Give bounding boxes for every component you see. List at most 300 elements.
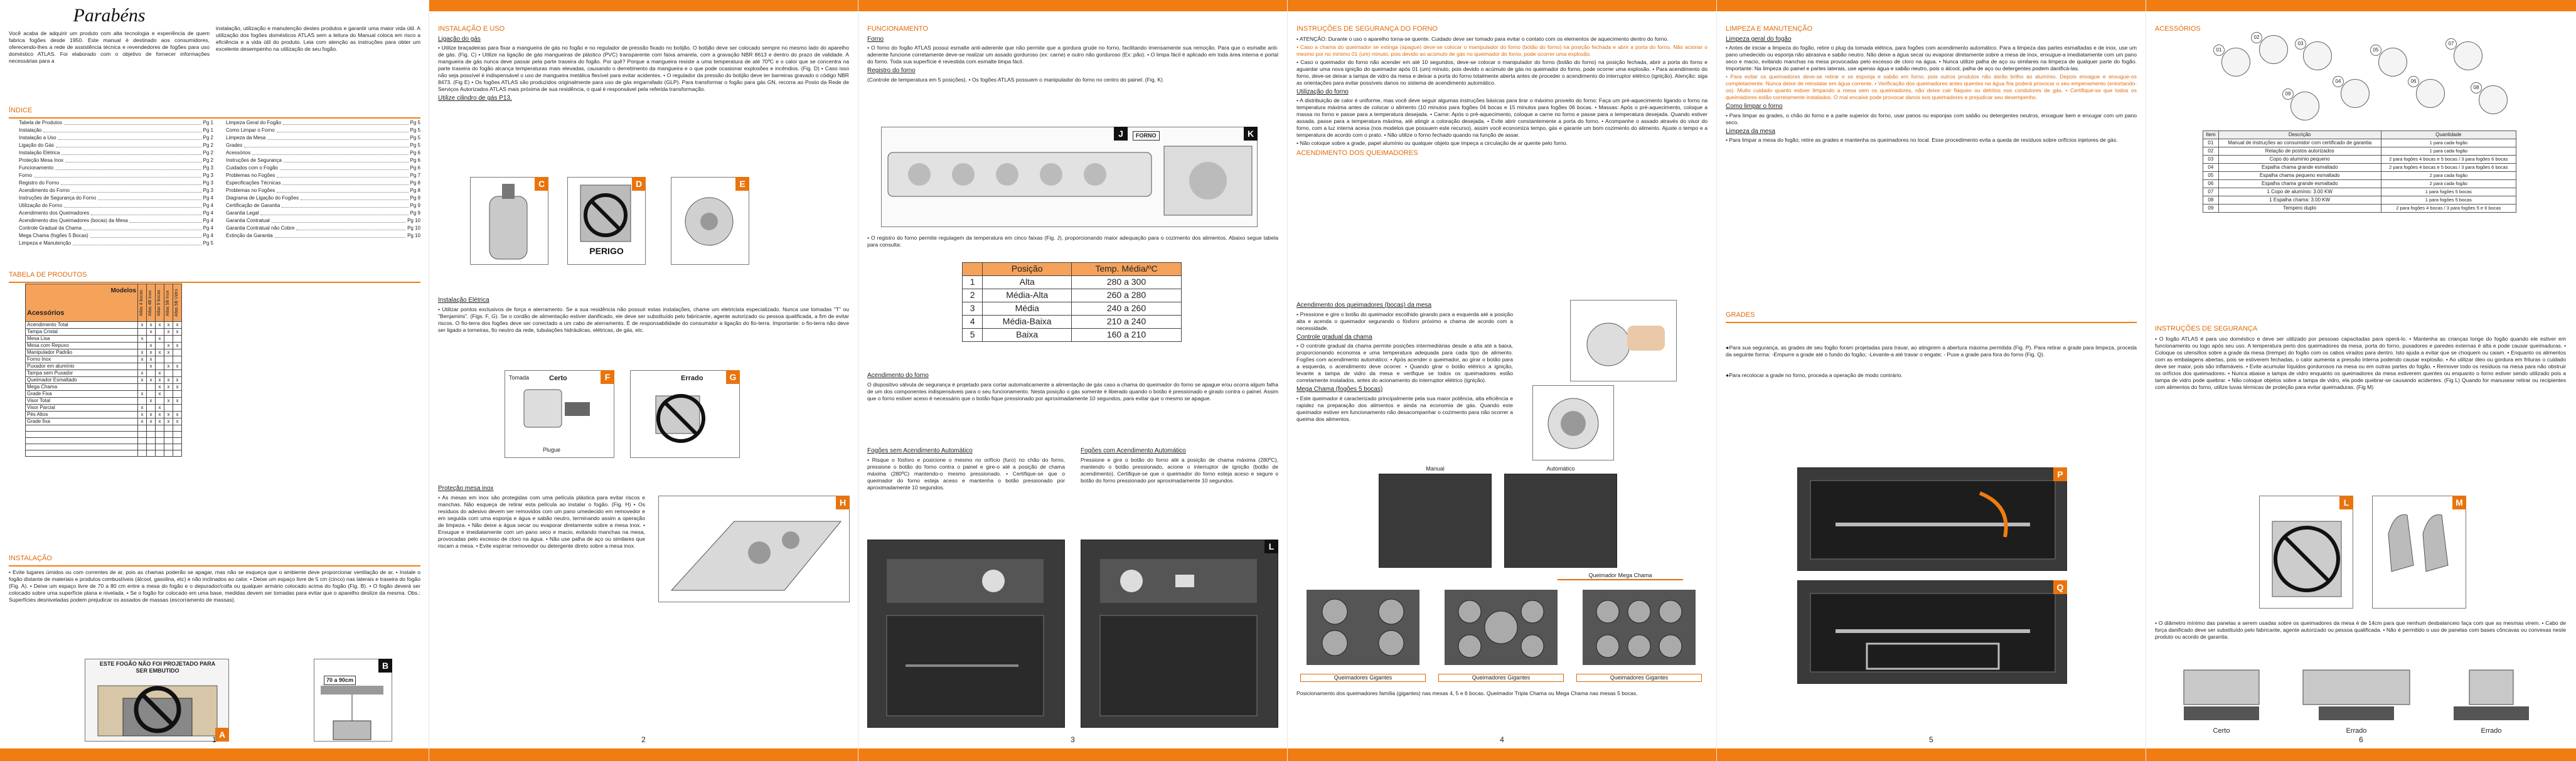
racks-heading: GRADES — [1726, 311, 1755, 319]
feature-name: Tampa Cristal — [26, 329, 138, 336]
pan-examples — [2159, 657, 2567, 739]
toc-title: Acessórios — [226, 150, 251, 156]
toc-page: Pg 1 — [203, 127, 213, 133]
hob-ignition-heading: Acendimento dos queimadores (bocas) da mesa — [1296, 302, 1432, 309]
feature-mark — [173, 370, 182, 377]
figure-q-rack-remove — [1797, 580, 2067, 684]
page-2 — [429, 0, 858, 761]
no-adapter-icon — [631, 371, 739, 457]
model-column-header — [164, 284, 173, 322]
toc-entry — [19, 134, 213, 142]
toc-entry — [19, 149, 213, 157]
model-name: Atlas 4 bocas — [139, 289, 144, 316]
model-name: Atlas 4B Inox — [148, 289, 152, 316]
feature-mark — [173, 405, 182, 412]
feature-name: Mesa com Repuxo — [26, 343, 138, 349]
figure-l-glass-lid — [2259, 496, 2353, 609]
accessory-item — [2285, 91, 2319, 120]
toc-page: Pg 6 — [410, 165, 420, 171]
toc-title: Controle Gradual da Chama — [19, 225, 82, 231]
empty-cell — [164, 425, 173, 432]
temp-row — [963, 289, 1182, 302]
temp-intro: • O registro do forno permite regulagem da temperatura em cinco faixas (Fig. J), proporcionando maior adequação para o cozimento dos alimentos. Abaixo segue tabela para consulta: — [867, 235, 1278, 248]
toc-entry — [226, 210, 420, 217]
table-row — [26, 349, 182, 356]
pan-icon — [2429, 657, 2554, 725]
toc-entry — [226, 127, 420, 134]
accessory-item — [2253, 35, 2288, 64]
toc-leader — [56, 142, 201, 147]
rack-icon — [1798, 468, 2066, 570]
accessory-number: 09 — [2282, 88, 2294, 100]
acc-quantity: 1 para fogões 5 bocas — [2381, 188, 2516, 196]
toc-title: Registro do Forno — [19, 180, 60, 186]
toc-leader — [73, 240, 201, 245]
empty-cell — [138, 425, 147, 432]
empty-cell — [138, 432, 147, 438]
toc-title: Instalação Elétrica — [19, 150, 60, 156]
figure-j-label: J — [1114, 127, 1128, 141]
accessory-number: 08 — [2471, 82, 2482, 93]
model-column-header — [156, 284, 164, 322]
acc-row — [2203, 139, 2516, 147]
empty-cell — [138, 444, 147, 450]
feature-mark — [173, 349, 182, 356]
toc-title: Ligação do Gás — [19, 142, 55, 148]
acc-description: Manual de instruções ao consumidor com certificado de garantia — [2218, 139, 2381, 147]
toc-page: Pg 5 — [410, 120, 420, 125]
header-corner — [26, 284, 138, 322]
feature-mark: x — [156, 370, 164, 377]
figure-c-hose-clamp — [470, 177, 548, 265]
accessory-number: 02 — [2251, 32, 2262, 43]
acc-item: 06 — [2203, 180, 2219, 188]
footer-bar — [1717, 748, 2146, 761]
oven-gloves-icon — [2373, 496, 2466, 608]
feature-name: Visor Parcial — [26, 405, 138, 412]
temp-index: 5 — [963, 329, 983, 342]
model-name: Atlas 5 bocas — [157, 289, 161, 316]
toc-entry — [226, 179, 420, 187]
feature-name: Grade Fixa — [26, 391, 138, 398]
empty-cell — [156, 432, 164, 438]
header-bar — [1288, 0, 1716, 11]
accessories-heading: ACESSÓRIOS — [2155, 25, 2201, 33]
toc-entry — [226, 142, 420, 149]
oven-ignition-text: O dispositivo válvula de segurança é projetado para cortar automaticamente a alimentação de gás caso a chama do queimador do forno se apague e/ou ocorra algum falha de um dos componentes indispensáveis para o seu funcionamento. Nesta posição o gás somente é liberado quando o botão é pressionado e girado contra o painel. Assim que o forno estiver aceso é necessário que o botão fique pressionado por aproximadamente 10 segundos, para evitar que o mesmo se apague. — [867, 381, 1278, 402]
flame-control-text: • O controle gradual da chama permite posições intermediárias desde a alta até a baixa, proporcionando economia e uma temperatura adequada para cada tipo de alimento. Fogões com acendimento automático: • Após acender o queimador, ao girar o botão para a esquerda, o acendimento deve ocorrer. • Quando girar o botão elétrico a ignição, levante a tampa de vidro da mesa e verifique se todos os queimadores estão corretamente instalados, antes do acionamento do interruptor elétrico (ignição). — [1296, 343, 1513, 383]
page-3 — [858, 0, 1288, 761]
feature-mark: x — [164, 343, 173, 349]
feature-mark — [156, 329, 164, 336]
accessory-number: 05 — [2370, 45, 2381, 56]
footer-bar — [2146, 748, 2576, 761]
toc-title: Limpeza Geral do Fogão — [226, 120, 282, 125]
empty-cell — [173, 432, 182, 438]
accessory-item — [2473, 85, 2508, 114]
figure-a-label: A — [215, 728, 229, 742]
acc-item: 04 — [2203, 164, 2219, 172]
toc-leader — [284, 157, 409, 162]
feature-mark: x — [173, 412, 182, 418]
toc-page: Pg 3 — [203, 173, 213, 178]
empty-cell — [26, 450, 138, 457]
acc-description: Relação de postos autorizados — [2218, 147, 2381, 156]
page-number: 2 — [641, 735, 646, 744]
page-1 — [0, 0, 429, 761]
plug-label: Plugue — [543, 446, 561, 453]
model-column-header — [173, 284, 182, 322]
page-number: 4 — [1500, 735, 1504, 744]
acc-description: Tempero duplo — [2218, 205, 2381, 213]
acc-quantity: 2 para cada fogão — [2381, 180, 2516, 188]
feature-mark: x — [138, 356, 147, 363]
feature-mark — [173, 391, 182, 398]
acc-row — [2203, 172, 2516, 180]
feature-mark: x — [147, 343, 156, 349]
toc-entry — [19, 217, 213, 225]
general-cleaning-warning: • Para evitar os queimadores deve-se retirar e se esponja e sabão em forno, pois outros produtos não darão brilho ao alumínio. Depois enxague e enxugue-os completamente. Nunca deixe de reinstalar em água corrente. • Verificação dos queimadores antes quentes na água fria poderá provocar o seu empenamento (entortando-os). Muito cuidado quanto estiver limpando a mesa sem os queimadores, não deixe cair flaqueo ou detritos nos condutores de gás. • Certifique-se que todos os queimadores estão corretamente instalados. O mal encaixe pode provocar danos aos queimadores e prejudicar seu desempenho. — [1726, 73, 2137, 101]
toc-page: Pg 1 — [203, 120, 213, 125]
toc-page: Pg 2 — [203, 142, 213, 148]
toc-leader — [252, 149, 408, 155]
figure-k-label: K — [1244, 127, 1258, 141]
temp-value: 240 a 260 — [1071, 302, 1181, 316]
model-name: Atlas 5B Vidro — [174, 289, 179, 317]
toc-title: Limpeza da Mesa — [226, 135, 266, 141]
index-heading: ÍNDICE — [9, 107, 33, 114]
figure-m-label: M — [2452, 496, 2466, 509]
accessories-table — [2203, 130, 2516, 213]
empty-cell — [147, 425, 156, 432]
figure-f-correct-plug — [505, 370, 614, 458]
toc-leader — [61, 149, 201, 155]
auto-caption: Automático — [1546, 466, 1575, 472]
acc-header-row — [2203, 131, 2516, 139]
accessory-number: 07 — [2445, 38, 2457, 50]
table-row-empty — [26, 432, 182, 438]
cleaning-heading: LIMPEZA E MANUTENÇÃO — [1726, 25, 1813, 33]
gas-heading: Ligação do gás — [438, 35, 481, 43]
toc-page: Pg 4 — [203, 218, 213, 223]
toc-page: Pg 6 — [410, 150, 420, 156]
feature-mark: x — [173, 398, 182, 405]
feature-mark: x — [173, 363, 182, 370]
temp-value: 260 a 280 — [1071, 289, 1181, 302]
table-row — [26, 405, 182, 412]
acc-row — [2203, 156, 2516, 164]
toc-title: Proteção Mesa Inox — [19, 157, 64, 163]
temp-row — [963, 329, 1182, 342]
feature-mark: x — [138, 418, 147, 425]
table-row — [26, 418, 182, 425]
feature-mark: x — [173, 343, 182, 349]
toc-title: Acendimento dos Queimadores — [19, 210, 90, 216]
empty-cell — [26, 444, 138, 450]
table-row-empty — [26, 450, 182, 457]
toc-title: Funcionamento — [19, 165, 54, 171]
racks-text-2: ●Para recolocar a grade no forno, proceda a operação de modo contrário. — [1726, 371, 1903, 378]
table-row — [26, 370, 182, 377]
pan-label: Errado — [2481, 727, 2502, 735]
feature-mark: x — [164, 329, 173, 336]
toc-title: Tabela de Produtos — [19, 120, 62, 125]
toc-entry — [19, 157, 213, 164]
models-label: Modelos — [110, 287, 136, 295]
feature-name: Manipulador Padrão — [26, 349, 138, 356]
correct-label: Certo — [549, 375, 567, 382]
acc-row — [2203, 196, 2516, 205]
toc-entry — [226, 134, 420, 142]
accessory-item — [2297, 41, 2332, 70]
accessory-number: 06 — [2408, 76, 2419, 87]
feature-mark: x — [173, 329, 182, 336]
pan-example — [2294, 657, 2419, 738]
acc-header: Descrição — [2218, 131, 2381, 139]
manual-ignition-heading: Fogões sem Acendimento Automático — [867, 447, 973, 454]
toc-title: Certificação de Garantia — [226, 203, 281, 208]
feature-mark: x — [138, 405, 147, 412]
feature-mark: x — [156, 336, 164, 343]
page-6 — [2146, 0, 2576, 761]
temp-position-header: Posição — [983, 263, 1072, 276]
feature-mark — [164, 391, 173, 398]
toc-leader — [272, 217, 405, 223]
oven-badge: FORNO — [1133, 131, 1160, 141]
feature-mark: x — [147, 322, 156, 329]
accessory-number: 03 — [2295, 38, 2306, 50]
general-cleaning-heading: Limpeza geral do fogão — [1726, 35, 1792, 43]
empty-cell — [26, 425, 138, 432]
figure-hob-flame — [1532, 385, 1614, 460]
table-row — [26, 384, 182, 391]
toc-leader — [282, 179, 408, 185]
table-row-empty — [26, 444, 182, 450]
oven-safety-text-2: • Caso o queimador do forno não acender em até 10 segundos, deve-se colocar o manipulador do forno (botão do forno) na posição fechada, abrir a porta do forno e aguardar uma nova ignição do queimador após 01 (um) minuto, pois devido o acúmulo de gás no queimador do forno, pode ocorrer uma explosão. • Para acendimento do forno, deve-se deixar a tampa de vidro da mesa e deixar a porta do forno totalmente aberta antes de proceder o acendimento do interruptor elétrico (ignição). Atenção: siga as orientações para evitar possíveis danos no sistema de acendimento automático. — [1296, 58, 1708, 86]
hob-layouts-diagram — [1300, 583, 1702, 671]
feature-mark: x — [173, 322, 182, 329]
burner-layout-note: Posicionamento dos queimadores família (gigantes) nas mesas 4, 5 e 6 bocas. Queimador Tripla Chama ou Mega Chama nas mesas 5 bocas. — [1296, 690, 1638, 696]
outlet-label: Tomada — [509, 375, 530, 381]
footer-bar — [429, 748, 858, 761]
acc-row — [2203, 180, 2516, 188]
hob-cleaning-heading: Limpeza da mesa — [1726, 127, 1775, 135]
feature-mark: x — [138, 377, 147, 384]
temp-position: Média — [983, 302, 1072, 316]
products-table — [25, 284, 182, 457]
temp-value-header: Temp. Média/ºC — [1071, 263, 1181, 276]
feature-mark: x — [147, 329, 156, 336]
feature-mark: x — [173, 418, 182, 425]
figure-a-not-built-in — [85, 659, 229, 742]
toc-title: Problemas no Fogões — [226, 173, 275, 178]
inox-heading: Proteção mesa inox — [438, 485, 494, 492]
toc-entry — [226, 232, 420, 240]
oven-cleaning-heading: Como limpar o forno — [1726, 103, 1783, 110]
toc-title: Garantia Legal — [226, 210, 259, 216]
toc-entry — [19, 202, 213, 210]
manual-ignition-text: • Risque o fósforo e posicione o mesmo no orifício (furo) no chão do forno, pressione o botão do forno contra o painel e gire-o até a posição de chama máxima (280ºC) mantendo-o mesmo pressionado. • Certifique-se que o queimador do forno esteja aceso e mantenha o botão pressionado por aproximadamente 10 segundos. — [867, 456, 1065, 491]
toc-page: Pg 6 — [410, 157, 420, 163]
feature-mark — [156, 343, 164, 349]
acc-row — [2203, 188, 2516, 196]
hob-cleaning-text: • Para limpar a mesa do fogão, retire as grades e mantenha os queimadores no local. Esse procedimento evita a queda de resíduos sobre orifícios injetores de gás. — [1726, 137, 2118, 144]
danger-label: PERIGO — [589, 245, 624, 256]
feature-mark — [138, 343, 147, 349]
feature-mark: x — [147, 398, 156, 405]
toc-page: Pg 4 — [203, 210, 213, 216]
manual-caption: Manual — [1426, 466, 1445, 472]
toc-entry — [19, 179, 213, 187]
toc-leader — [277, 172, 408, 178]
page-title: Parabéns — [73, 5, 146, 26]
pan-label: Certo — [2213, 727, 2230, 735]
toc-title: Utilização do Forno — [19, 203, 62, 208]
acc-header: Quantidade — [2381, 131, 2516, 139]
feature-name: Queimador Esmaltado — [26, 377, 138, 384]
toc-leader — [43, 127, 201, 132]
figure-b-clearance — [314, 659, 392, 742]
temp-index: 2 — [963, 289, 983, 302]
figure-m-gloves — [2372, 496, 2466, 609]
feature-mark: x — [164, 349, 173, 356]
header-bar — [858, 0, 1287, 11]
oven-heading: Forno — [867, 35, 884, 43]
oven-safety-warning: • Caso a chama do queimador se extinga (apague) deve-se colocar o manipulador do forno (botão do forno) na posição fechada e abrir a porta do forno. Não acionar o mesmo por no mínimo 01 (um) minuto, pois devido ao acúmulo de gás no queimador do forno, pode ocorrer uma explosão. — [1296, 43, 1708, 57]
toc-leader — [98, 194, 201, 200]
table-row — [26, 336, 182, 343]
empty-cell — [164, 432, 173, 438]
figure-g-wrong-plug — [630, 370, 740, 458]
header-bar — [2146, 0, 2576, 11]
feature-mark: x — [164, 398, 173, 405]
model-column-header — [138, 284, 147, 322]
feature-mark — [147, 405, 156, 412]
acc-description: Espalha chama grande esmaltado — [2218, 164, 2381, 172]
giant-burners-label-3: Queimadores Gigantes — [1576, 674, 1702, 682]
temp-value: 160 a 210 — [1071, 329, 1181, 342]
install-heading: INSTALAÇÃO — [9, 555, 52, 562]
toc-entry — [19, 127, 213, 134]
figure-oven-auto — [1081, 540, 1278, 728]
temp-header-row — [963, 263, 1182, 276]
pan-icon — [2159, 657, 2284, 725]
temp-index: 1 — [963, 276, 983, 289]
toc-entry — [226, 149, 420, 157]
acc-quantity: 1 para fogões 5 bocas — [2381, 196, 2516, 205]
toc-entry — [226, 202, 420, 210]
acc-row — [2203, 164, 2516, 172]
products-table-heading: TABELA DE PRODUTOS — [9, 271, 87, 279]
table-row — [26, 343, 182, 349]
toc-entry — [226, 119, 420, 127]
electrical-text: • Utilizar pontos exclusivos de força e aterramento. Se a sua residência não possuir estas instalações, chame um eletricista especializado. Nunca use tomadas "T" ou "Benjamins". (Figs. F, G). Se o cordão de alimentação estiver danificado, ele deve ser substituído pelo fabricante, agente autorizado ou pessoa qualificada, a fim de evitar riscos. O fio-terra dos fogões deve ser conectado a um cabo de aterramento. É de responsabilidade do consumidor a ligação do fio-terra. Importante: o fio-terra não deve ser ligado a torneiras, fio neutro da rede, tubulações hidráulicas, elétricas, de gás, etc. — [438, 306, 849, 333]
oven-match-icon — [868, 540, 1064, 727]
page-number: 3 — [1071, 735, 1075, 744]
safety-text: • O fogão ATLAS é para uso doméstico e deve ser utilizado por pessoas capacitadas para operá-lo. • Mantenha as crianças longe do fogão quando ele estiver em funcionamento ou logo após seu uso. A temperatura perto dos queimadores da mesa, porta do forno, puxadores e paredes externas é alta e pode causar queimaduras. • Coloque os utensílios sobre a grade da mesa (trempe) do fogão com os cabos virados para dentro. Isto ajuda a evitar que se choquem ou caiam. • Enquanto os alimentos com as embalagens abertas, pois se estiverem fechadas, o calor aumenta a pressão interna podendo causar explosão. • Ao utilizar óleo ou gordura em frituras o cuidado deve ser maior, pois são inflamáveis. • Evite acumular líquidos gordurosos na mesa ou em outras partes do fogão. • Remover todo os resíduos na mesa para não obstruir os orifícios dos queimadores. • Nunca abaixe a tampa de vidro enquanto os queimadores da mesa estiverem quentes ou enquanto o forno estiver sendo utilizado pois a tampa de vidro pode quebrar. • Não coloque objetos sobre a tampa de vidro, ela pode quebrar-se causando acidentes. (Fig L) Quando for manusear retirar ou recipientes com alimentos do forno, utilize luvas térmicas de proteção para evitar queimaduras. (Fig M) — [2155, 335, 2566, 390]
empty-cell — [26, 432, 138, 438]
toc-leader — [91, 210, 201, 215]
acc-quantity: 2 para fogões 4 bocas / 3 para fogões 5 e 6 bocas — [2381, 205, 2516, 213]
toc-page: Pg 5 — [410, 127, 420, 133]
toc-title: Instruções de Segurança do Forno — [19, 195, 97, 201]
feature-mark: x — [156, 418, 164, 425]
toc-page: Pg 5 — [203, 240, 213, 246]
table-row — [26, 398, 182, 405]
toc-page: Pg 8 — [410, 188, 420, 193]
figure-g-label: G — [726, 370, 740, 384]
accessories-label: Acessórios — [27, 309, 65, 317]
toc-page: Pg 5 — [410, 142, 420, 148]
toc-leader — [65, 157, 201, 162]
toc-entry — [226, 194, 420, 202]
feature-mark — [156, 363, 164, 370]
oven-use-text: • A distribuição de calor é uniforme, mas você deve seguir algumas instruções básicas para tirar o máximo proveito do forno: Faça um pré-aquecimento ligando o forno na temperatura máxima antes de colocar o alimento (10 minutos para fogões 04 bocas e 15 minutos para fogões 06 bocas. • Massas: Após o pré-aquecimento, coloque a massa no forno e passe para a temperatura desejada. • Carne: Após o pré-aquecimento, coloque a carne no forno e passe para a temperatura desejada. Quando estiver assada, passe para a temperatura máxima, até atingir a coloração desejada. • Evite abrir constantemente a porta do forno. • Acompanhe o assado através do visor do forno, com a luz interna acesa (nos modelos que possuem este recurso), assim você economiza tempo, gás e garante um bom cozimento do alimento. Ajuste o tempo e a temperatura de acordo com o prato. • Não utilize o forno fechado quando na função de assar. — [1296, 97, 1708, 139]
gas-cylinder-note: Utilize cilindro de gás P13. — [438, 95, 512, 102]
footer-bar — [1288, 748, 1716, 761]
acc-description: 1 Copo de alumínio: 3.00 KW — [2218, 188, 2381, 196]
toc-entry — [226, 187, 420, 194]
toc-entry — [226, 217, 420, 225]
feature-mark: x — [147, 412, 156, 418]
oven-safety-text: • ATENÇÃO: Durante o uso o aparelho torna-se quente. Cuidado deve ser tomado para evitar o contato com os elementos de aquecimento dentro do forno. — [1296, 35, 1669, 42]
toc-leader — [277, 187, 408, 193]
table-row — [26, 391, 182, 398]
figure-ignition-manual — [1379, 474, 1492, 568]
empty-cell — [173, 444, 182, 450]
model-name: Atlas 5B Inox — [166, 289, 170, 316]
hob-ignition-text: • Pressione e gire o botão do queimador escolhido girando para a esquerda até a posição alta e acenda o queimador segurando o fósforo próximo a chama de acordo com a necessidade. — [1296, 311, 1513, 331]
accessory-item — [2335, 78, 2370, 108]
page-4 — [1288, 0, 1717, 761]
feature-mark — [138, 329, 147, 336]
toc-entry — [226, 225, 420, 232]
toc-entry — [19, 240, 213, 247]
mega-burner-label: Queimador Mega Chama — [1558, 572, 1683, 580]
figure-ignition-auto — [1504, 474, 1617, 568]
feature-name: Mesa Lisa — [26, 336, 138, 343]
page-number: 1 — [212, 735, 216, 744]
acc-quantity: 2 para fogões 4 bocas e 5 bocas / 3 para fogões 6 bocas — [2381, 164, 2516, 172]
oven-use-text-2: • Não coloque sobre a grade, papel alumínio ou qualquer objeto que impeça a circulação de ar quente pelo forno. — [1296, 140, 1568, 147]
feature-mark — [147, 370, 156, 377]
feature-name: Acendimento Total — [26, 322, 138, 329]
toc-title: Limpeza e Manutenção — [19, 240, 72, 246]
toc-page: Pg 3 — [203, 188, 213, 193]
toc-entry — [226, 172, 420, 179]
toc-title: Problemas no Fogões — [226, 188, 275, 193]
feature-mark: x — [138, 391, 147, 398]
acc-item: 02 — [2203, 147, 2219, 156]
feature-mark: x — [164, 412, 173, 418]
toc-page: Pg 9 — [410, 210, 420, 216]
toc-leader — [301, 194, 408, 200]
toc-title: Grades — [226, 142, 243, 148]
empty-cell — [147, 438, 156, 444]
empty-cell — [147, 450, 156, 457]
toc-page: Pg 9 — [410, 203, 420, 208]
accessory-item — [2410, 78, 2445, 108]
feature-mark: x — [156, 384, 164, 391]
oven-control-text: (Controle de temperatura em 5 posições). • Os fogões ATLAS possuem o manipulador do forno no centro do painel. (Fig. K) — [867, 76, 1163, 83]
toc-entry — [19, 164, 213, 172]
toc-entry — [19, 187, 213, 194]
empty-cell — [164, 438, 173, 444]
toc-leader — [55, 164, 201, 170]
page-number: 6 — [2359, 735, 2363, 744]
mega-flame-text: • Este queimador é caracterizado principalmente pela sua maior potência, alta eficiência e rapidez na preparação dos alimentos e ainda na economia de gás. Quando este queimador estiver em funcionamento não desacompanhar o cozimento para não ocorrer a queima dos alimentos. — [1296, 395, 1513, 422]
intro-right: instalação, utilização e manutenção destes produtos e garantir uma maior vida útil. A utilização dos fogões domésticos ATLAS sem a leitura do Manual coloca em risco a eficiência e a vida útil do produto. Leia com atenção as instruções para obter um excelente desempenho na utilização de seu fogão. — [216, 25, 420, 52]
